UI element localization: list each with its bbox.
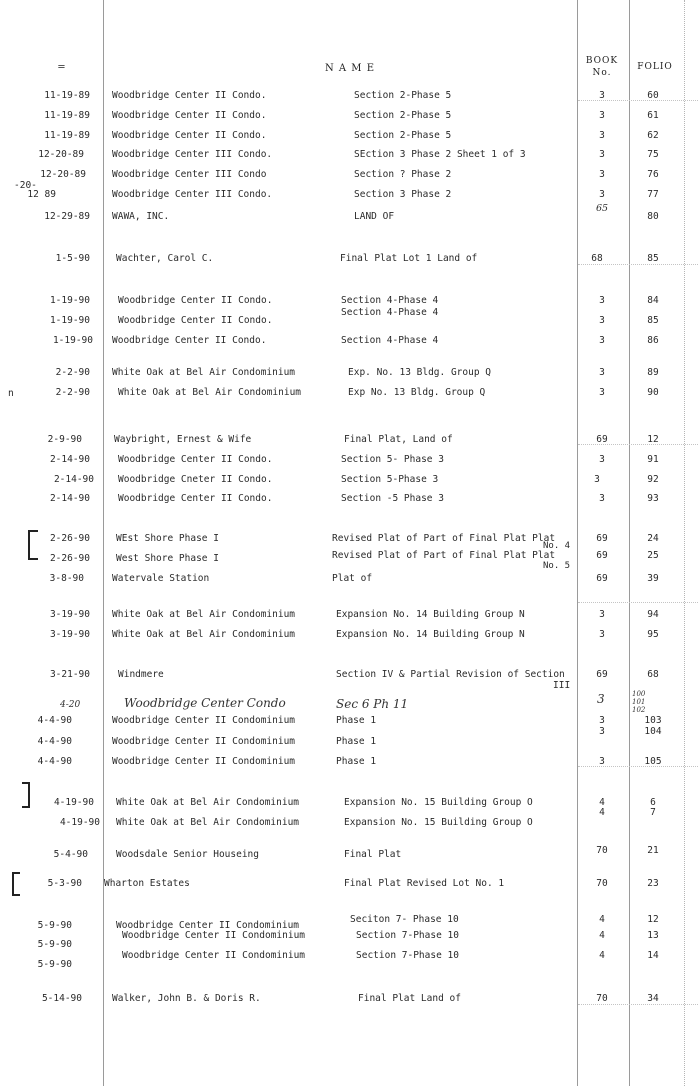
row-description: Section 4-Phase 4 — [341, 307, 439, 318]
ledger-row — [0, 532, 700, 546]
row-book: 3 — [599, 609, 605, 620]
row-book: 65 — [595, 203, 609, 214]
row-folio: 62 — [647, 130, 659, 141]
guide-tick — [578, 444, 698, 445]
row-description: Section 7-Phase 10 — [356, 950, 459, 961]
ledger-row — [0, 608, 700, 622]
ledger-row — [0, 726, 700, 749]
row-folio: 25 — [647, 550, 659, 561]
row-description: Expansion No. 15 Building Group O — [344, 797, 533, 808]
handwritten-book: 3 — [597, 692, 605, 706]
row-date: 2-9-90 — [47, 434, 82, 445]
row-date: 5-9-90 — [37, 920, 72, 931]
ledger-row — [0, 877, 700, 891]
row-folio: 39 — [647, 573, 659, 584]
row-name: Woodbridge Center II Condo. — [118, 315, 273, 326]
row-description: Section 7-Phase 10 — [356, 930, 459, 941]
row-name: Woodbridge Center II Condo. — [118, 295, 273, 306]
row-folio: 68 — [647, 669, 659, 680]
row-book: 69 — [596, 550, 608, 561]
row-book: 4 — [599, 914, 605, 925]
row-book: 69 — [596, 669, 608, 680]
row-name: Woodbridge Center II Condominium — [112, 736, 296, 747]
ledger-row — [0, 148, 700, 162]
row-description: Final Plat Revised Lot No. 1 — [344, 878, 505, 889]
row-date: 3-21-90 — [49, 669, 90, 680]
row-folio: 21 — [647, 845, 659, 856]
row-name: Woodbridge Center II Condo. — [118, 493, 273, 504]
row-folio: 77 — [647, 189, 659, 200]
row-folio: 34 — [647, 993, 659, 1004]
row-folio: 60 — [647, 90, 659, 101]
corner-mark: = — [57, 62, 67, 73]
row-folio: 14 — [647, 950, 659, 961]
row-name: Woodbridge Center II Condominium — [122, 950, 306, 961]
row-folio: 92 — [647, 474, 659, 485]
row-date: 5-4-90 — [53, 849, 88, 860]
row-date: 12-20-89 — [38, 149, 84, 160]
row-description: Section ? Phase 2 — [354, 169, 452, 180]
plat-number-note: No. 4 — [543, 541, 571, 551]
row-date: 2-14-90 — [49, 454, 90, 465]
row-book: 4 — [599, 930, 605, 941]
row-date: 2-26-90 — [49, 533, 90, 544]
row-description: Exp No. 13 Bldg. Group Q — [348, 387, 486, 398]
margin-bracket-mark — [28, 530, 38, 560]
row-book: 3 — [599, 295, 605, 306]
row-description: LAND OF — [354, 211, 395, 222]
row-date: 11-19-89 — [44, 110, 90, 121]
row-description: Final Plat — [344, 849, 402, 860]
row-book: 69 — [596, 434, 608, 445]
handwritten-date: 4-20 — [60, 700, 81, 710]
row-name: Woodbridge Center II Condo. — [112, 335, 267, 346]
row-book: 3 — [599, 169, 605, 180]
row-book: 70 — [596, 993, 608, 1004]
row-book: 3 — [599, 715, 605, 726]
row-description: Section 2-Phase 5 — [354, 90, 452, 101]
folio-column-header: FOLIO — [637, 62, 673, 72]
row-name: Walker, John B. & Doris R. — [112, 993, 261, 1004]
row-book: 3 — [594, 474, 600, 485]
row-description: Expansion No. 15 Building Group O — [344, 817, 533, 828]
row-description: Plat of — [332, 573, 373, 584]
row-description: Final Plat Land of — [358, 993, 461, 1004]
row-folio: 93 — [647, 493, 659, 504]
row-book: 3 — [599, 726, 605, 737]
ledger-row — [0, 473, 700, 487]
row-date: 1-19-90 — [49, 315, 90, 326]
row-folio: 23 — [647, 878, 659, 889]
row-folio: 12 — [647, 434, 659, 445]
row-name: White Oak at Bel Air Condominium — [112, 629, 296, 640]
row-folio: 95 — [647, 629, 659, 640]
row-book: 3 — [599, 90, 605, 101]
row-folio: 105 — [644, 756, 662, 767]
ledger-row — [0, 552, 700, 566]
ledger-row — [0, 168, 700, 182]
row-description: Final Plat, Land of — [344, 434, 453, 445]
row-name: Woodbridge Center II Condominium — [122, 930, 306, 941]
guide-tick — [578, 1004, 698, 1005]
row-name: White Oak at Bel Air Condominium — [116, 817, 300, 828]
row-book: 4 — [599, 807, 605, 818]
row-book: 3 — [599, 130, 605, 141]
row-book: 3 — [599, 149, 605, 160]
row-description: Section 4-Phase 4 — [341, 335, 439, 346]
row-book: 4 — [599, 950, 605, 961]
row-folio: 80 — [647, 211, 659, 222]
plat-number-note: No. 5 — [543, 561, 571, 571]
row-date: 3-19-90 — [49, 629, 90, 640]
row-date: 4-4-90 — [37, 736, 72, 747]
row-name: Wharton Estates — [104, 878, 190, 889]
row-description: Revised Plat of Part of Final Plat Plat — [332, 550, 556, 561]
margin-bracket-mark — [12, 872, 20, 896]
row-folio: 104 — [644, 726, 662, 737]
ledger-row — [0, 807, 700, 830]
row-book: 3 — [599, 315, 605, 326]
guide-tick — [578, 602, 698, 603]
row-date: 1-5-90 — [55, 253, 90, 264]
row-name: Woodbridge Center II Condo. — [112, 110, 267, 121]
row-date: 11-19-89 — [44, 90, 90, 101]
guide-tick — [578, 264, 698, 265]
row-date: 4-4-90 — [37, 715, 72, 726]
ledger-row — [0, 334, 700, 348]
row-book: 3 — [599, 454, 605, 465]
row-book: 3 — [599, 367, 605, 378]
row-folio: 94 — [647, 609, 659, 620]
row-name: Woodbridge Center II Condominium — [112, 715, 296, 726]
ledger-row — [0, 572, 700, 586]
book-column-header-line1: BOOK — [585, 56, 619, 66]
row-date: 2-2-90 — [55, 387, 90, 398]
row-name: White Oak at Bel Air Condominium — [112, 367, 296, 378]
row-book: 4 — [599, 797, 605, 808]
row-book: 3 — [599, 493, 605, 504]
row-name: White Oak at Bel Air Condominium — [112, 609, 296, 620]
row-description: Section IV & Partial Revision of Section — [336, 669, 565, 680]
row-book: 70 — [596, 845, 608, 856]
row-folio: 89 — [647, 367, 659, 378]
row-folio: 7 — [650, 807, 656, 818]
row-folio: 24 — [647, 533, 659, 544]
row-name: Woodsdale Senior Houseing — [116, 849, 259, 860]
ledger-row — [0, 307, 700, 328]
row-book: 68 — [591, 253, 603, 264]
name-column-header: N A M E — [324, 63, 376, 74]
row-description: Section 5- Phase 3 — [341, 454, 444, 465]
handwritten-name: Woodbridge Center Condo — [124, 696, 286, 710]
row-folio: 6 — [650, 797, 656, 808]
row-date: 3-8-90 — [49, 573, 84, 584]
ledger-row — [0, 628, 700, 642]
row-folio: 12 — [647, 914, 659, 925]
ledger-row — [0, 188, 700, 202]
handwritten-description: Sec 6 Ph 11 — [336, 697, 409, 711]
row-folio: 85 — [647, 253, 659, 264]
row-date: 4-19-90 — [59, 817, 100, 828]
row-date: 12-20-89 — [40, 169, 86, 180]
handwritten-folio-1: 100 — [632, 690, 646, 698]
row-folio: 90 — [647, 387, 659, 398]
row-date: 11-19-89 — [44, 130, 90, 141]
row-date: 4-4-90 — [37, 756, 72, 767]
row-name: WEst Shore Phase I — [116, 533, 219, 544]
row-folio: 85 — [647, 315, 659, 326]
ledger-row — [0, 203, 700, 224]
row-folio: 61 — [647, 110, 659, 121]
row-name: West Shore Phase I — [116, 553, 219, 564]
row-book: 3 — [599, 387, 605, 398]
row-name: Woodbridge Center II Condo. — [112, 90, 267, 101]
row-description: Phase 1 — [336, 736, 377, 747]
row-date: 4-19-90 — [53, 797, 94, 808]
row-description: Section 2-Phase 5 — [354, 110, 452, 121]
row-date: 12 89 — [27, 189, 56, 200]
row-date: 1-19-90 — [49, 295, 90, 306]
row-folio: 84 — [647, 295, 659, 306]
row-date: 2-14-90 — [49, 493, 90, 504]
handwritten-folio-2: 101 — [632, 698, 646, 706]
ledger-row — [0, 950, 700, 972]
row-description: Phase 1 — [336, 715, 377, 726]
section-suffix: III — [553, 680, 571, 691]
row-name: White Oak at Bel Air Condominium — [116, 797, 300, 808]
ledger-row — [0, 109, 700, 123]
row-description: Section 3 Phase 2 — [354, 189, 452, 200]
margin-bracket-mark — [22, 782, 30, 808]
row-folio: 86 — [647, 335, 659, 346]
ledger-row — [0, 492, 700, 506]
ledger-row — [0, 845, 700, 862]
row-book: 3 — [599, 756, 605, 767]
row-book: 3 — [599, 189, 605, 200]
row-folio: 91 — [647, 454, 659, 465]
ledger-row — [0, 366, 700, 380]
row-description: Seciton 7- Phase 10 — [350, 914, 459, 925]
row-date: 2-26-90 — [49, 553, 90, 564]
book-column-header-line2: No. — [592, 68, 612, 78]
row-description: Expansion No. 14 Building Group N — [336, 629, 525, 640]
row-description: Section 4-Phase 4 — [341, 295, 439, 306]
row-date: 5-9-90 — [37, 959, 72, 970]
row-date: 5-3-90 — [47, 878, 82, 889]
row-description: Expansion No. 14 Building Group N — [336, 609, 525, 620]
row-description: Revised Plat of Part of Final Plat Plat — [332, 533, 556, 544]
row-name: Waybright, Ernest & Wife — [114, 434, 252, 445]
row-name: Woodbridge Center III Condo. — [112, 189, 273, 200]
row-folio: 13 — [647, 930, 659, 941]
row-book: 70 — [596, 878, 608, 889]
row-name: Windmere — [118, 669, 164, 680]
row-folio: 103 — [644, 715, 662, 726]
row-book: 69 — [596, 573, 608, 584]
row-name: Woodbridge Center II Condo. — [118, 454, 273, 465]
row-name: Woodbridge Center III Condo — [112, 169, 267, 180]
row-date: 2-2-90 — [55, 367, 90, 378]
row-name: Woodbridge Center II Condo. — [112, 130, 267, 141]
row-date: 3-19-90 — [49, 609, 90, 620]
row-folio: 76 — [647, 169, 659, 180]
row-name: White Oak at Bel Air Condominium — [118, 387, 302, 398]
date-fragment: -20- — [14, 180, 37, 191]
ledger-row — [0, 386, 700, 400]
row-date: 5-9-90 — [37, 939, 72, 950]
guide-tick — [578, 766, 698, 767]
row-description: Section 5-Phase 3 — [341, 474, 439, 485]
row-date: 2-14-90 — [53, 474, 94, 485]
row-description: Exp. No. 13 Bldg. Group Q — [348, 367, 491, 378]
row-book: 3 — [599, 335, 605, 346]
row-description: Final Plat Lot 1 Land of — [340, 253, 478, 264]
row-name: Woodbridge Center III Condo. — [112, 149, 273, 160]
row-book: 3 — [599, 629, 605, 640]
row-name: WAWA, INC. — [112, 211, 170, 222]
row-description: SEction 3 Phase 2 Sheet 1 of 3 — [354, 149, 526, 160]
ledger-row — [0, 129, 700, 143]
margin-mark: n — [8, 388, 14, 399]
row-name: Woodbridge Center II Condominium — [116, 920, 300, 931]
row-description: Phase 1 — [336, 756, 377, 767]
guide-tick — [578, 100, 698, 101]
row-date: 1-19-90 — [52, 335, 93, 346]
ledger-row — [0, 453, 700, 467]
row-name: Watervale Station — [112, 573, 210, 584]
row-folio: 75 — [647, 149, 659, 160]
row-book: 3 — [599, 110, 605, 121]
row-date: 5-14-90 — [41, 993, 82, 1004]
row-description: Section -5 Phase 3 — [341, 493, 444, 504]
ledger-row — [0, 668, 700, 682]
row-description: Section 2-Phase 5 — [354, 130, 452, 141]
row-name: Wachter, Carol C. — [116, 253, 214, 264]
row-date: 12-29-89 — [44, 211, 90, 222]
row-name: Woodbridge Cneter II Condo. — [118, 474, 273, 485]
row-book: 69 — [596, 533, 608, 544]
row-name: Woodbridge Center II Condominium — [112, 756, 296, 767]
handwritten-folio-3: 102 — [632, 706, 646, 714]
